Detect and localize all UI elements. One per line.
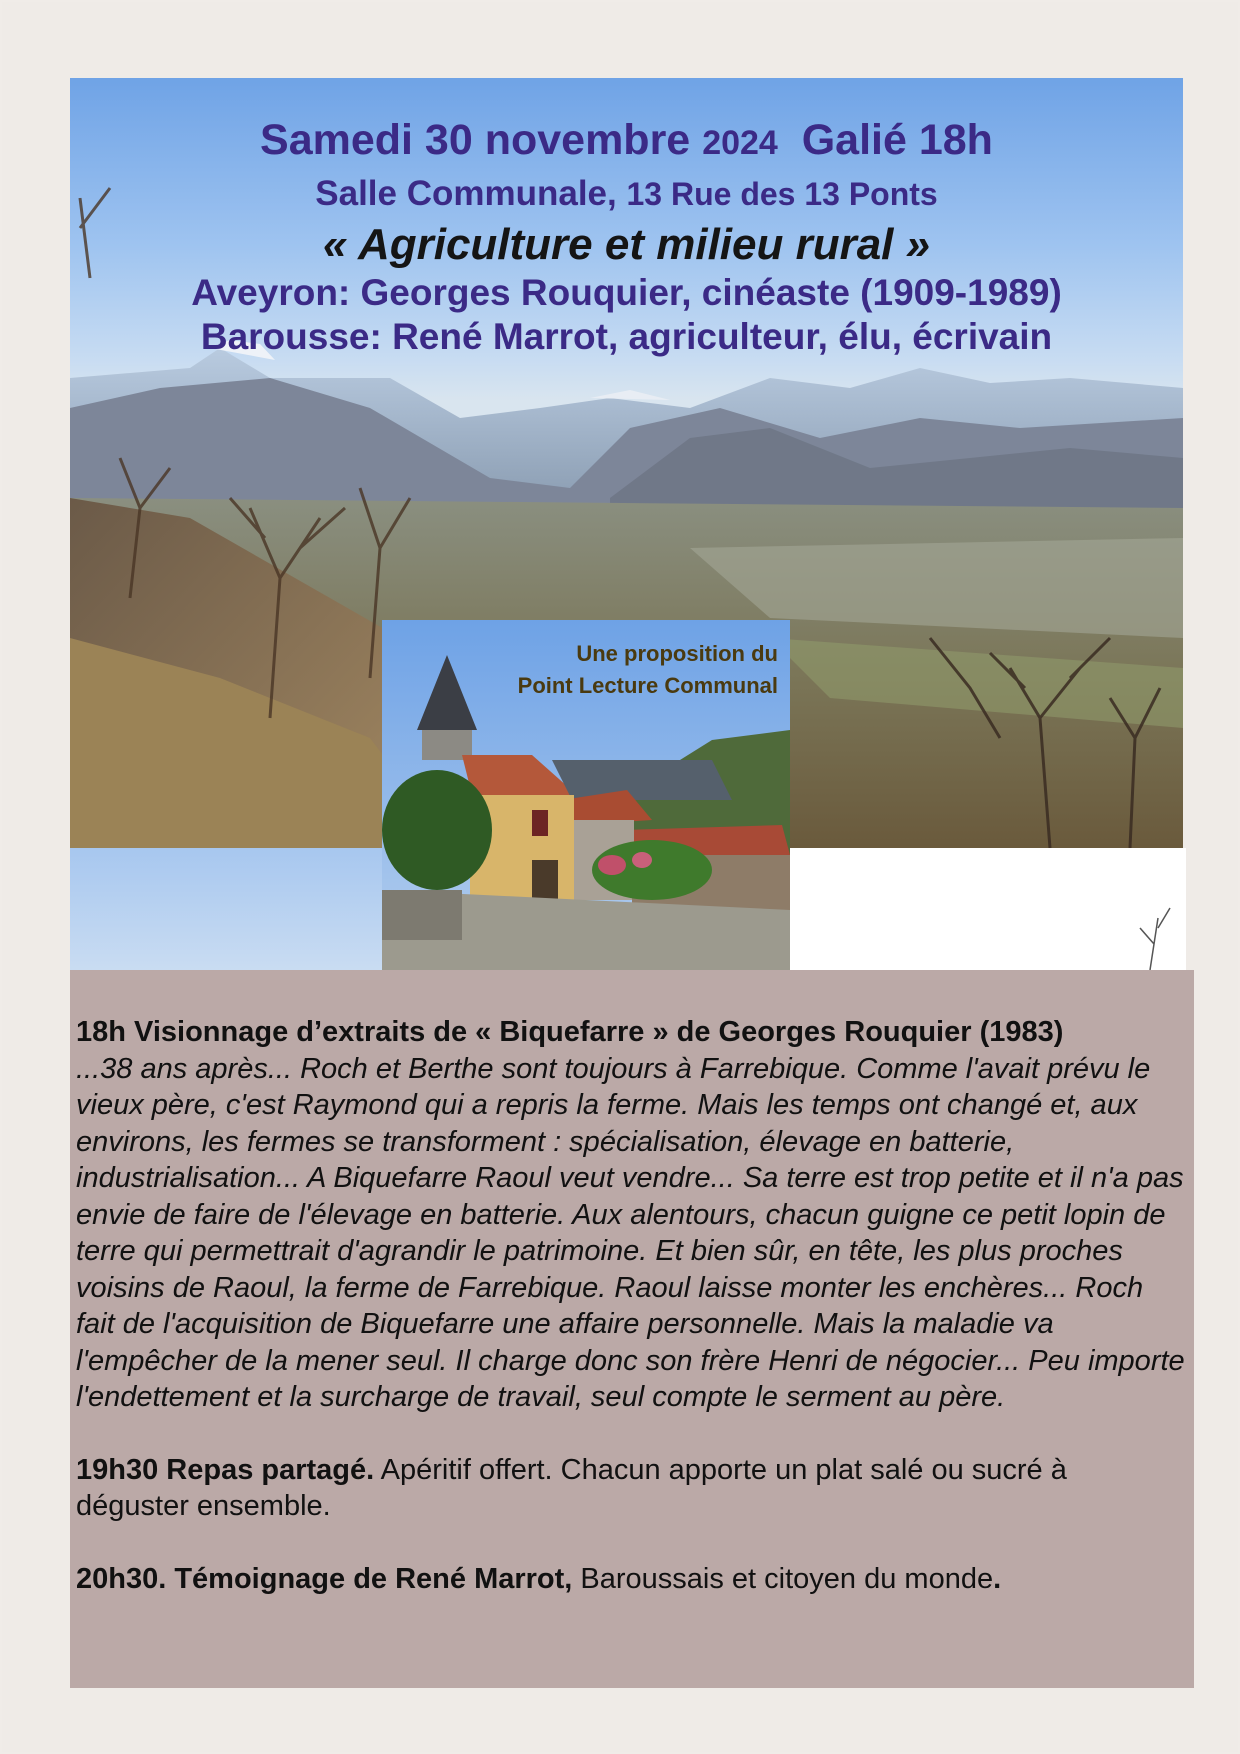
event-date-line [70,114,1183,169]
branch-illustration [790,848,1186,970]
program-item-testimony [76,1561,1186,1598]
speaker-line-aveyron: Aveyron: Georges Rouquier, cinéaste (1909-1989) [191,272,1062,313]
event-place-time: Galié 18h [801,116,993,164]
organizer-line-1: Une proposition du [576,641,778,666]
village-photo [382,620,790,970]
speaker-line-barousse: Barousse: René Marrot, agriculteur, élu, écrivain [200,316,1053,357]
organizer-caption [518,638,778,702]
program-panel [70,970,1194,1688]
program-item-meal [76,1452,1186,1525]
meal-text: Apéritif offert. Chacun apporte un plat salé ou sucré à déguster ensemble. [76,1453,1067,1522]
venue-address: 13 Rue des 13 Ponts [626,176,938,212]
program-item-screening [76,1014,1186,1051]
event-date: Samedi 30 novembre [260,116,691,164]
event-header [70,114,1183,359]
film-synopsis: ...38 ans après... Roch et Berthe sont toujours à Farrebique. Comme l'avait prévu le vieux père, c'est Raymond qui a repris la ferme. Mais les temps ont changé et, aux environs, les fermes se transforment : spécialisation, élevage en batterie, industrialisation... A Biquefarre Raoul veut vendre... Sa terre est trop petite et il n'a pas envie de faire de l'élevage en batterie. Aux alentours, chacun guigne ce petit lopin de terre qui permettrait d'agrandir le patrimoine. Et bien sûr, en tête, les plus proches voisins de Raoul, la ferme de Farrebique. Raoul laisse monter les enchères... Roch fait de l'acquisition de Biquefarre une affaire personnelle. Mais la maladie va l'empêcher de la mener seul. Il charge donc son frère Henri de négocier... Peu importe l'endettement et la surcharge de travail, seul compte le serment au père. [76,1052,1185,1413]
testimony-end: . [993,1562,1002,1595]
screening-title: 18h Visionnage d’extraits de « Biquefarre » de Georges Rouquier (1983) [76,1016,1064,1048]
sky-strip [70,848,382,970]
venue-name: Salle Communale, [315,174,617,213]
event-year: 2024 [702,124,778,162]
event-venue-line [70,169,1183,219]
organizer-line-2: Point Lecture Communal [517,673,778,698]
testimony-title: 20h30. Témoignage de René Marrot, [76,1562,573,1595]
event-theme: « Agriculture et milieu rural » [322,220,931,269]
meal-title: 19h30 Repas partagé. [76,1453,375,1486]
poster-page [2,2,1238,1752]
white-strip [790,848,1186,970]
testimony-text: Baroussais et citoyen du monde [572,1562,994,1595]
program-text [76,1014,1186,1597]
